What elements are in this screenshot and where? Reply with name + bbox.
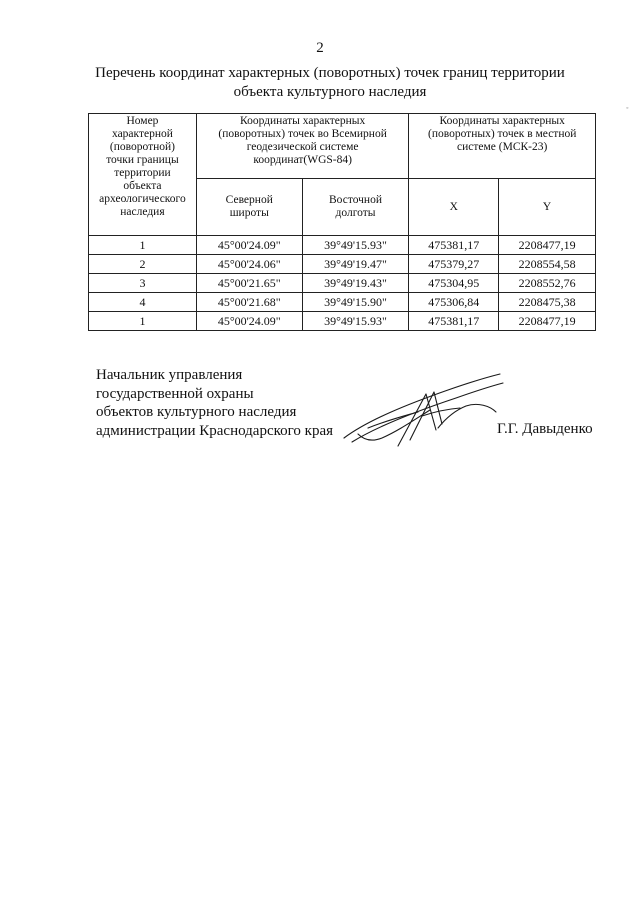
signer-position	[96, 366, 333, 440]
header-line: археологического	[99, 193, 186, 205]
header-x: X	[409, 179, 499, 236]
header-line: наследия	[120, 206, 165, 218]
cell-y: 2208477,19	[499, 236, 596, 255]
cell-longitude: 39°49'15.93"	[302, 236, 409, 255]
signer-position-line: Начальник управления	[96, 367, 243, 383]
cell-latitude: 45°00'21.68"	[196, 293, 302, 312]
table-row	[89, 236, 596, 255]
cell-latitude: 45°00'24.06"	[196, 255, 302, 274]
cell-longitude: 39°49'19.47"	[302, 255, 409, 274]
header-line: объекта	[123, 180, 162, 192]
header-line: Координаты характерных	[239, 115, 366, 127]
cell-y: 2208477,19	[499, 312, 596, 331]
cell-point-number: 1	[89, 312, 197, 331]
header-line: территории	[114, 167, 171, 179]
cell-y: 2208554,58	[499, 255, 596, 274]
cell-x: 475379,27	[409, 255, 499, 274]
header-line: Номер	[126, 115, 159, 127]
header-wgs84-group	[196, 114, 409, 179]
cell-y: 2208552,76	[499, 274, 596, 293]
table-row	[89, 312, 596, 331]
table-row	[89, 274, 596, 293]
table-row	[89, 255, 596, 274]
document-title	[60, 64, 600, 102]
header-line: (поворотной)	[109, 141, 175, 153]
header-line: системе (МСК-23)	[457, 141, 548, 153]
cell-point-number: 3	[89, 274, 197, 293]
header-line: точки границы	[106, 154, 179, 166]
title-line-1: Перечень координат характерных (поворотных) точек границ территории	[95, 65, 565, 81]
header-y: Y	[499, 179, 596, 236]
cell-point-number: 2	[89, 255, 197, 274]
cell-x: 475306,84	[409, 293, 499, 312]
header-line: (поворотных) точек в местной	[428, 128, 577, 140]
header-line: геодезической системе	[246, 141, 359, 153]
handwritten-signature	[338, 368, 510, 448]
page-number: 2	[316, 40, 324, 56]
cell-y: 2208475,38	[499, 293, 596, 312]
header-point-number	[89, 114, 197, 236]
cell-latitude: 45°00'24.09"	[196, 312, 302, 331]
cell-latitude: 45°00'24.09"	[196, 236, 302, 255]
signer-name: Г.Г. Давыденко	[497, 421, 593, 437]
header-line: координат(WGS-84)	[253, 154, 352, 166]
table-row	[89, 293, 596, 312]
margin-mark: ◦	[626, 104, 629, 112]
header-line: характерной	[111, 128, 173, 140]
header-line: Координаты характерных	[439, 115, 565, 127]
cell-point-number: 4	[89, 293, 197, 312]
signer-position-line: объектов культурного наследия	[96, 404, 297, 420]
header-line: (поворотных) точек во Всемирной	[218, 128, 387, 140]
header-line: Северной	[225, 194, 273, 206]
cell-longitude: 39°49'15.90"	[302, 293, 409, 312]
cell-x: 475381,17	[409, 236, 499, 255]
cell-point-number: 1	[89, 236, 197, 255]
header-line: широты	[229, 207, 269, 219]
cell-x: 475381,17	[409, 312, 499, 331]
signer-position-line: государственной охраны	[96, 385, 254, 402]
cell-x: 475304,95	[409, 274, 499, 293]
header-line: долготы	[335, 207, 376, 219]
cell-longitude: 39°49'15.93"	[302, 312, 409, 331]
cell-latitude: 45°00'21.65"	[196, 274, 302, 293]
cell-longitude: 39°49'19.43"	[302, 274, 409, 293]
title-line-2: объекта культурного наследия	[233, 84, 427, 100]
header-line: Восточной	[329, 194, 382, 206]
header-msk23-group	[409, 114, 596, 179]
coordinates-table	[88, 113, 596, 331]
signer-position-line: администрации Краснодарского края	[96, 422, 334, 439]
header-latitude	[196, 179, 302, 236]
header-longitude	[302, 179, 409, 236]
